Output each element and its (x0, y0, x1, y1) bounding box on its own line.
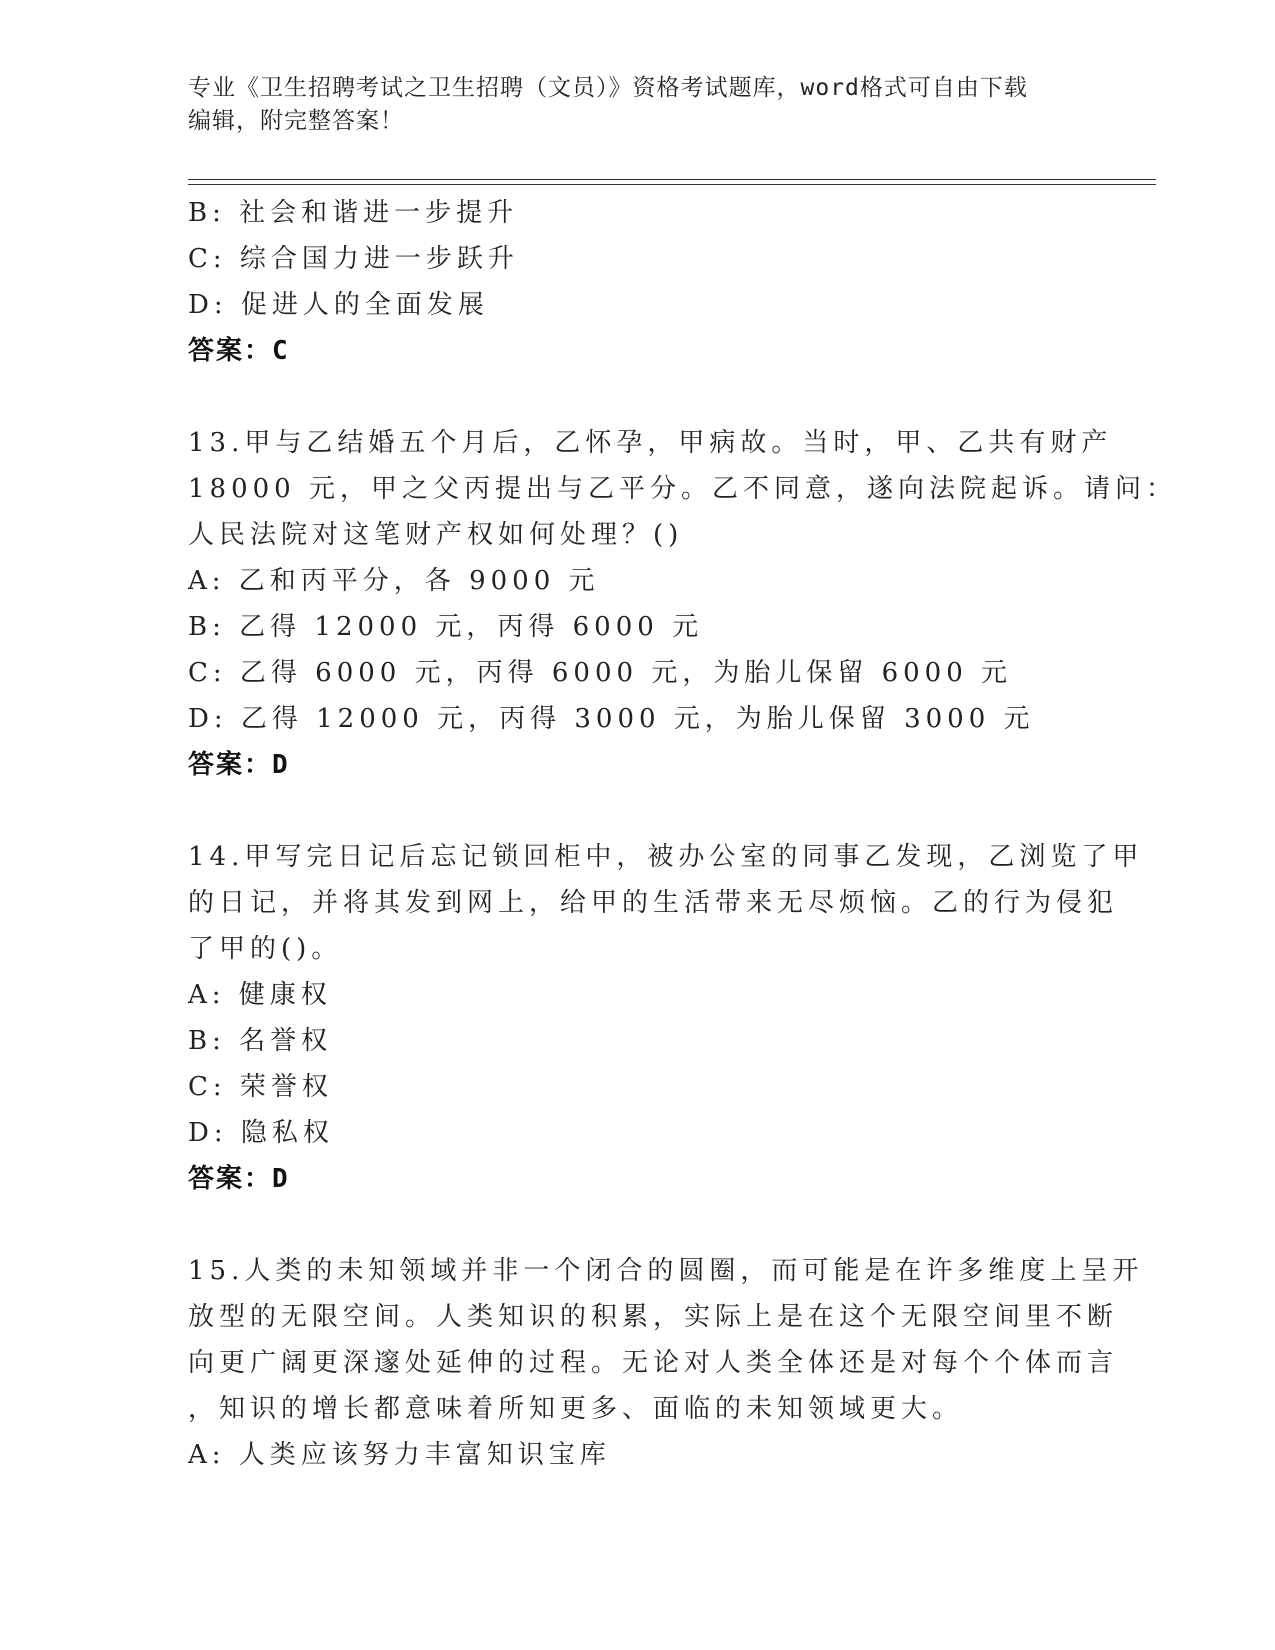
header-divider-bottom (188, 184, 1156, 185)
spacer (188, 374, 1088, 420)
question-text-line: 向更广阔更深邃处延伸的过程。无论对人类全体还是对每个个体而言 (188, 1348, 1119, 1378)
question-14-block (188, 834, 1144, 1202)
header-line-1: 专业《卫生招聘考试之卫生招聘（文员）》资格考试题库，word格式可自由下载 (188, 75, 1028, 101)
option-d: D: 乙得 12000 元，丙得 3000 元，为胎儿保留 3000 元 (188, 704, 1035, 734)
question-text-line: 人民法院对这笔财产权如何处理？() (188, 520, 684, 550)
option-c: C: 综合国力进一步跃升 (188, 244, 519, 274)
question-13-block (188, 420, 1177, 788)
question-text-line: 放型的无限空间。人类知识的积累，实际上是在这个无限空间里不断 (188, 1302, 1119, 1332)
spacer (188, 1202, 1088, 1248)
answer: 答案：D (188, 1164, 290, 1194)
option-d: D: 促进人的全面发展 (188, 290, 489, 320)
option-c: C: 乙得 6000 元，丙得 6000 元，为胎儿保留 6000 元 (188, 658, 1013, 688)
document-header (188, 72, 1088, 138)
document-body (188, 190, 1177, 1478)
header-divider-top (188, 179, 1156, 180)
option-a: A: 人类应该努力丰富知识宝库 (188, 1440, 611, 1470)
answer: 答案：D (188, 750, 290, 780)
option-a: A: 健康权 (188, 980, 332, 1010)
question-12-block (188, 190, 1088, 374)
question-text-line: 了甲的()。 (188, 934, 343, 964)
question-text-line: 18000 元，甲之父丙提出与乙平分。乙不同意，遂向法院起诉。请问： (188, 474, 1177, 504)
option-b: B: 社会和谐进一步提升 (188, 198, 519, 228)
question-text-line: ，知识的增长都意味着所知更多、面临的未知领域更大。 (188, 1394, 964, 1424)
question-15-block (188, 1248, 1144, 1478)
option-b: B: 乙得 12000 元，丙得 6000 元 (188, 612, 704, 642)
spacer (188, 788, 1088, 834)
answer: 答案：C (188, 336, 290, 366)
option-c: C: 荣誉权 (188, 1072, 333, 1102)
question-text-line: 15.人类的未知领域并非一个闭合的圆圈，而可能是在许多维度上呈开 (188, 1256, 1144, 1286)
question-text-line: 14.甲写完日记后忘记锁回柜中，被办公室的同事乙发现，乙浏览了甲 (188, 842, 1144, 872)
header-line-2: 编辑，附完整答案！ (188, 108, 404, 134)
question-text-line: 13.甲与乙结婚五个月后，乙怀孕，甲病故。当时，甲、乙共有财产 (188, 428, 1113, 458)
option-a: A: 乙和丙平分，各 9000 元 (188, 566, 600, 596)
option-b: B: 名誉权 (188, 1026, 333, 1056)
question-text-line: 的日记，并将其发到网上，给甲的生活带来无尽烦恼。乙的行为侵犯 (188, 888, 1119, 918)
option-d: D: 隐私权 (188, 1118, 334, 1148)
